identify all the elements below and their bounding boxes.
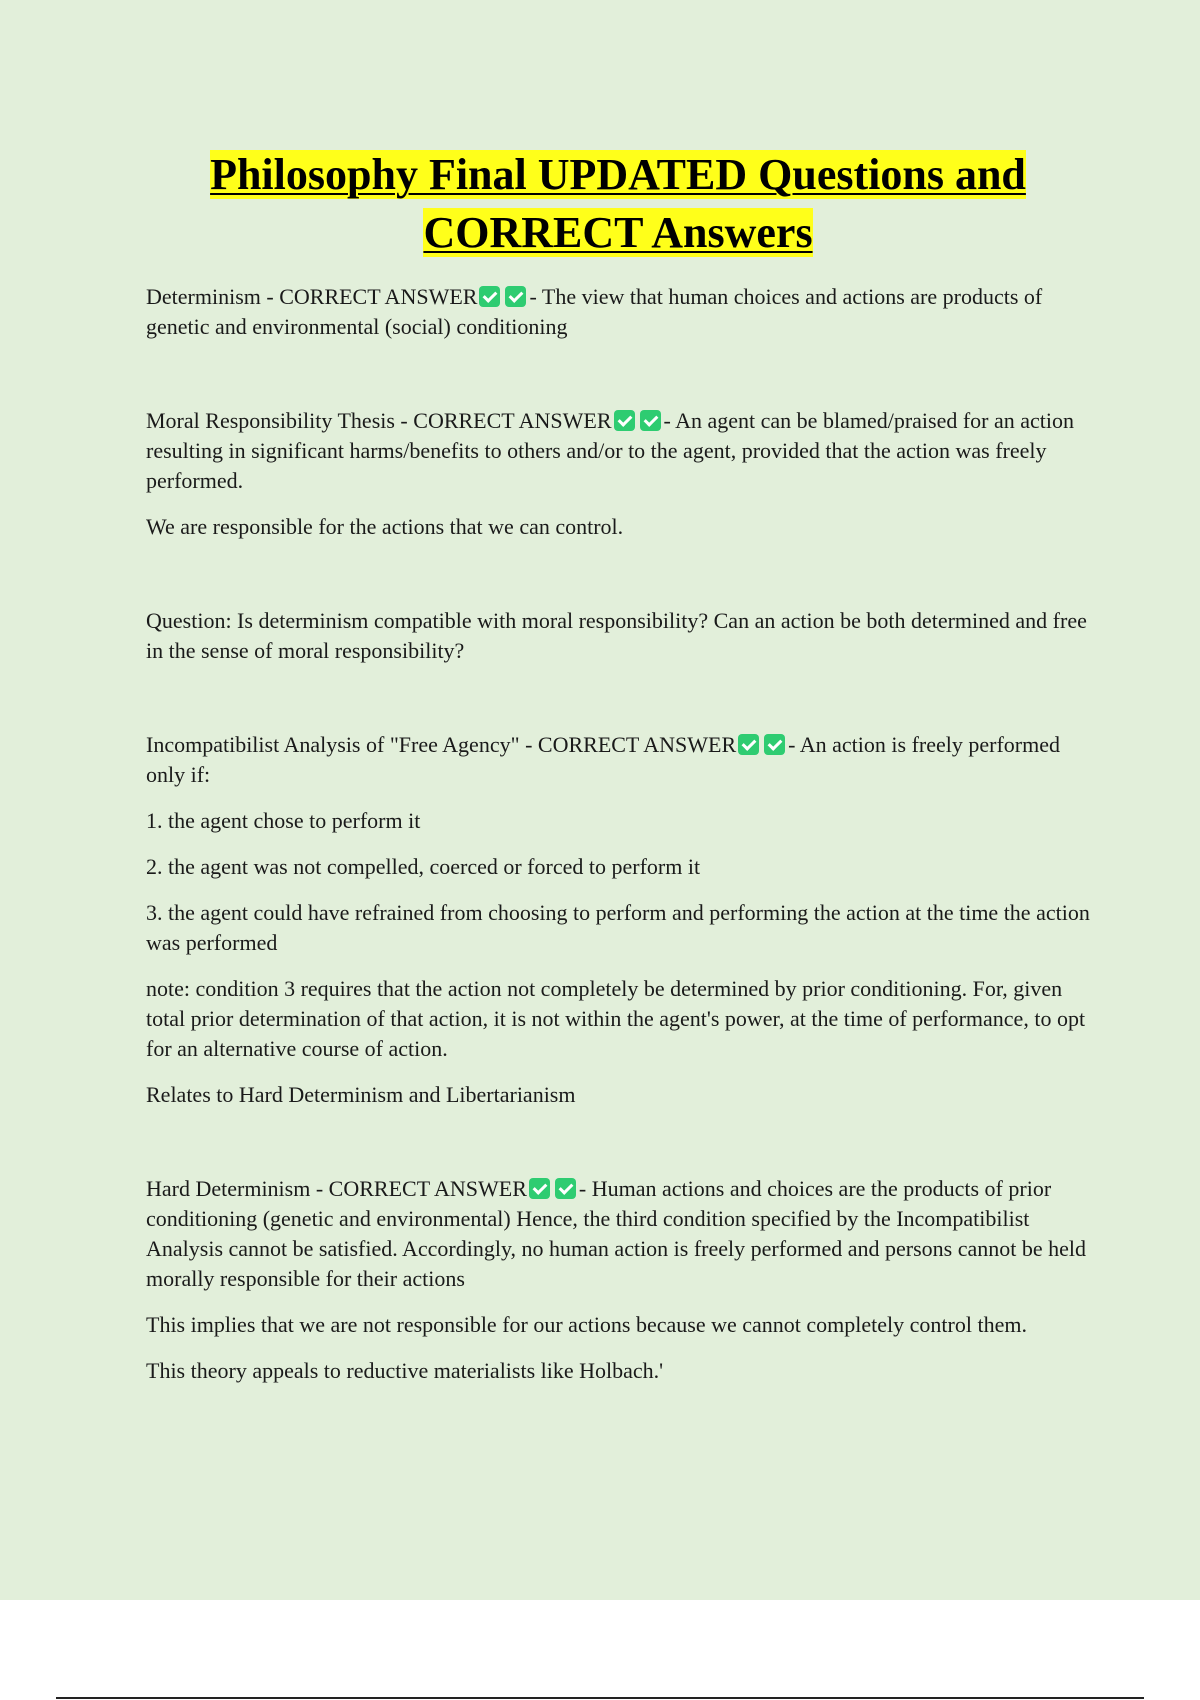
title-line-2: CORRECT Answers <box>423 208 813 257</box>
check-mark-icon <box>529 1178 550 1199</box>
entry-note: We are responsible for the actions that we can control. <box>146 514 624 539</box>
relates-note: Relates to Hard Determinism and Libertarianism <box>146 1082 576 1107</box>
document-title <box>146 146 1090 262</box>
condition-1: 1. the agent chose to perform it <box>146 808 421 833</box>
check-mark-icon <box>764 734 785 755</box>
entry-term: Moral Responsibility Thesis - <box>146 408 414 433</box>
answer-marker: CORRECT ANSWER <box>413 408 612 433</box>
entry-hard-determinism <box>146 1174 1090 1294</box>
title-line-1: Philosophy Final UPDATED Questions and <box>210 150 1026 199</box>
check-mark-icon <box>505 286 526 307</box>
answer-marker: CORRECT ANSWER <box>328 1176 527 1201</box>
entry-term: Hard Determinism - <box>146 1176 329 1201</box>
entry-term: Determinism - <box>146 284 280 309</box>
condition-note: note: condition 3 requires that the action not completely be determined by prior conditioning. For, given total prior determination of that action, it is not within the agent's power, at the time of performance, to opt for an alternative course of action. <box>146 976 1086 1061</box>
entry-answer: - An agent can be blamed/praised for an action resulting in significant harms/benefits to others and/or to the agent, provided that the action was freely performed. <box>146 408 1075 493</box>
entry-note: This theory appeals to reductive materialists like Holbach.' <box>146 1358 664 1383</box>
entry-incompatibilist-analysis <box>146 730 1090 790</box>
entry-moral-responsibility-thesis <box>146 406 1090 496</box>
question-paragraph: Question: Is determinism compatible with moral responsibility? Can an action be both determined and free in the sense of moral responsibility? <box>146 608 1087 663</box>
check-mark-icon <box>614 410 635 431</box>
answer-marker: CORRECT ANSWER <box>537 732 737 757</box>
entry-note: This implies that we are not responsible for our actions because we cannot completely control them. <box>146 1312 1027 1337</box>
check-mark-icon <box>640 410 661 431</box>
entry-term: Incompatibilist Analysis of "Free Agency" - <box>146 732 538 757</box>
condition-2: 2. the agent was not compelled, coerced or forced to perform it <box>146 854 701 879</box>
entry-answer: - An action is freely performed only if: <box>146 732 1060 787</box>
check-mark-icon <box>738 734 759 755</box>
footer-divider <box>56 1697 1144 1699</box>
answer-marker: CORRECT ANSWER <box>279 284 478 309</box>
entry-answer: - Human actions and choices are the products of prior conditioning (genetic and environmental) Hence, the third condition specified by the Incompatibilist Analysis cannot be satisfied. Accordingly, no human action is freely performed and persons cannot be held morally responsible for their actions <box>146 1176 1087 1291</box>
entry-answer: - The view that human choices and actions are products of genetic and environmental (social) conditioning <box>146 284 1043 339</box>
check-mark-icon <box>479 286 500 307</box>
check-mark-icon <box>555 1178 576 1199</box>
entry-determinism <box>146 282 1090 342</box>
condition-3: 3. the agent could have refrained from choosing to perform and performing the action at the time the action was performed <box>146 900 1090 955</box>
document-content <box>146 146 1090 1386</box>
